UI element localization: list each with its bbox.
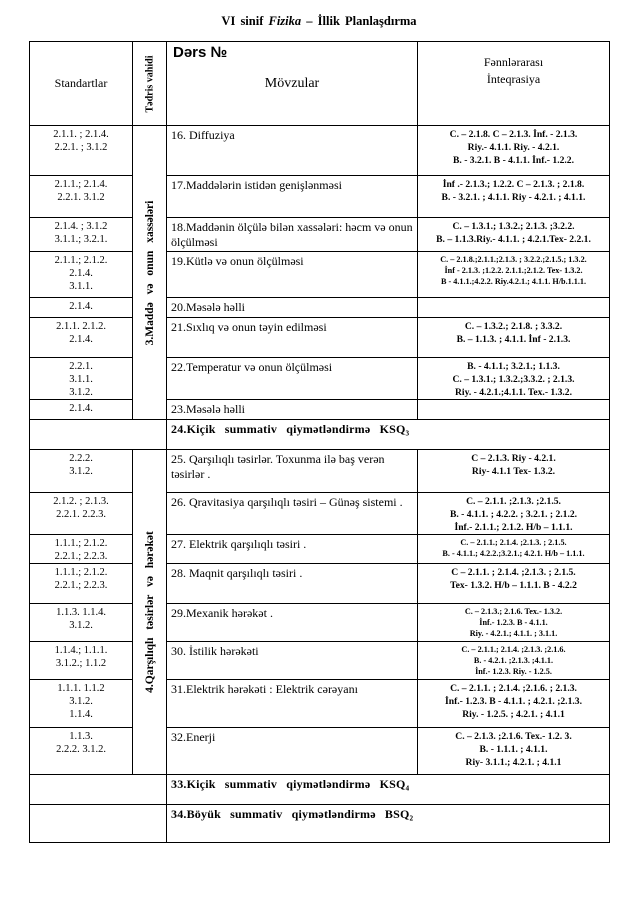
table-row — [30, 450, 610, 493]
integration-cell-line: Tex- 1.3.2. H/b – 1.1.1. B - 4.2.2 — [450, 580, 577, 591]
standards-cell-line: 1.1.4.; 1.1.1. — [54, 645, 108, 656]
lesson-cell-line: 28. Maqnit qarşılıqlı təsiri . — [171, 566, 303, 580]
lesson-cell — [167, 218, 418, 252]
integration-cell — [418, 218, 610, 252]
integration-cell-line: B. - 4.1.1.; 3.2.1.; 1.1.3. — [467, 361, 560, 372]
header-teaching-unit: Tədris vahidi — [133, 42, 167, 126]
header-integration: Fənnlərarası İnteqrasiya — [418, 42, 610, 126]
table-row — [30, 218, 610, 252]
integration-cell-line: C. – 2.1.1. ;2.1.3. ;2.1.5. — [466, 496, 561, 507]
standards-cell-line: 2.1.2. ; 2.1.3. — [53, 496, 109, 507]
lesson-cell-line: 27. Elektrik qarşılıqlı təsiri . — [171, 537, 307, 551]
standards-cell-line: 3.1.2. — [69, 696, 93, 707]
summative-ksq4-row-label: 33.Kiçik summativ qiymətləndirmə KSQ₄ — [167, 775, 610, 805]
integration-cell-line: B. – 1.1.3.Riy.- 4.1.1. ; 4.2.1.Tex- 2.2.1. — [436, 234, 591, 245]
integration-cell-line: C. – 2.1.1. ; 2.1.4. ;2.1.6. ; 2.1.3. — [450, 683, 577, 694]
table-row — [30, 252, 610, 298]
lesson-cell-line: 21.Sıxlıq və onun təyin edilməsi — [171, 320, 327, 334]
lesson-cell — [167, 564, 418, 604]
table-row — [30, 318, 610, 358]
teaching-unit-cell — [133, 450, 167, 775]
lesson-cell-line: 16. Diffuziya — [171, 128, 235, 142]
standards-cell-line: 2.1.4. — [69, 301, 93, 312]
standards-cell-line: 2.1.1. ; 2.1.4. — [53, 129, 109, 140]
lesson-cell-line: 19.Kütlə və onun ölçülməsi — [171, 254, 304, 268]
title-subject: Fizika — [268, 14, 302, 28]
table-row — [30, 298, 610, 318]
annual-plan-table — [29, 41, 610, 843]
header-row — [30, 42, 610, 126]
standards-cell-line: 1.1.4. — [69, 709, 93, 720]
integration-cell-line: B. - 4.1.1.; 4.2.2.;3.2.1.; 4.2.1. H/b – 1.1.1. — [442, 549, 585, 558]
lesson-cell — [167, 450, 418, 493]
table-row — [30, 358, 610, 400]
standards-cell-line: 2.1.4. — [69, 403, 93, 414]
table-row — [30, 680, 610, 728]
standards-cell-line: 3.1.2.; 1.1.2 — [55, 658, 107, 669]
header-topics: Mövzular — [264, 76, 320, 91]
header-lesson — [167, 42, 418, 126]
integration-cell-line: İnf.- 1.2.3. B - 4.1.1. ; 4.2.1. ;2.1.3. — [445, 696, 582, 707]
standards-cell-line: 3.1.1.; 3.2.1. — [54, 234, 108, 245]
lesson-cell-line: 30. İstilik hərəkəti — [171, 644, 259, 658]
standards-cell-line: 2.1.1.; 2.1.2. — [54, 255, 108, 266]
standards-cell — [30, 218, 133, 252]
lesson-cell-line: 23.Məsələ həlli — [171, 402, 245, 416]
lesson-cell — [167, 252, 418, 298]
integration-cell-line: B. - 4.2.1. ;2.1.3. ;4.1.1. — [473, 656, 554, 665]
integration-cell — [418, 318, 610, 358]
standards-cell — [30, 564, 133, 604]
standards-cell-line: 2.1.1. 2.1.2. — [56, 321, 106, 332]
lesson-cell — [167, 680, 418, 728]
summative-ksq3-row-label: 24.Kiçik summativ qiymətləndirmə KSQ₃ — [167, 420, 610, 450]
table-row — [30, 604, 610, 642]
integration-cell-line: B. - 3.2.1. B - 4.1.1. İnf.- 1.2.2. — [453, 155, 574, 166]
standards-cell — [30, 535, 133, 564]
standards-cell-line: 3.1.2. — [69, 620, 93, 631]
integration-cell-line: C. – 1.3.1.; 1.3.2.;3.3.2. ; 2.1.3. — [452, 374, 575, 385]
integration-cell-line: C. – 2.1.1.; 2.1.4. ;2.1.3. ; 2.1.5. — [460, 538, 567, 547]
table-row — [30, 535, 610, 564]
table-row — [30, 400, 610, 420]
lesson-cell — [167, 535, 418, 564]
standards-cell-line: 3.1.2. — [69, 387, 93, 398]
standards-cell-line: 2.2.1. ; 3.1.2 — [54, 142, 108, 153]
integration-cell-line: Riy. - 4.2.1.;4.1.1. Tex.- 1.3.2. — [455, 387, 572, 398]
integration-cell — [418, 358, 610, 400]
table-row — [30, 126, 610, 176]
standards-cell — [30, 400, 133, 420]
integration-cell — [418, 642, 610, 680]
standards-cell-line: 3.1.1. — [69, 374, 93, 385]
table-row — [30, 642, 610, 680]
table-row — [30, 564, 610, 604]
integration-cell-line: C – 2.1.3. Riy - 4.2.1. — [471, 453, 556, 464]
integration-cell — [418, 400, 610, 420]
standards-cell-line: 2.2.1. 3.1.2 — [57, 192, 105, 203]
table-row — [30, 493, 610, 535]
integration-cell-line: C. – 1.3.1.; 1.3.2.; 2.1.3. ;3.2.2. — [452, 221, 575, 232]
standards-cell-line: 3.1.1. — [69, 281, 93, 292]
lesson-cell-line: 25. Qarşılıqlı təsirlər. Toxunma ilə baş verən təsirlər . — [171, 452, 385, 481]
integration-cell-line: İnf .- 2.1.3.; 1.2.2. C – 2.1.3. ; 2.1.8. — [442, 179, 585, 190]
lesson-cell-line: 22.Temperatur və onun ölçülməsi — [171, 360, 333, 374]
integration-cell — [418, 252, 610, 298]
integration-cell-line: C. – 2.1.1.; 2.1.4. ;2.1.3. ;2.1.6. — [461, 645, 566, 654]
header-lesson-no: Dərs № — [173, 44, 228, 61]
integration-cell-line: Riy.- 4.1.1. Riy. - 4.2.1. — [467, 142, 560, 153]
integration-cell — [418, 728, 610, 775]
lesson-cell — [167, 298, 418, 318]
lesson-cell-line: 17.Maddələrin istidən genişlənməsi — [171, 178, 342, 192]
integration-cell-line: C – 2.1.1. ; 2.1.4. ;2.1.3. ; 2.1.5. — [451, 567, 576, 578]
standards-cell-line: 1.1.1. 1.1.2 — [57, 683, 105, 694]
standards-cell-line: 1.1.3. — [69, 731, 93, 742]
standards-cell-line: 2.1.4. — [69, 268, 93, 279]
summary-blank-cell — [30, 420, 167, 450]
standards-cell — [30, 298, 133, 318]
integration-cell — [418, 535, 610, 564]
integration-cell — [418, 680, 610, 728]
lesson-cell-line: 20.Məsələ həlli — [171, 300, 245, 314]
standards-cell — [30, 358, 133, 400]
integration-cell-line: C. – 1.3.2.; 2.1.8. ; 3.3.2. — [464, 321, 563, 332]
integration-cell — [418, 176, 610, 218]
standards-cell-line: 2.2.1. — [69, 361, 93, 372]
lesson-cell — [167, 728, 418, 775]
lesson-cell-line: 26. Qravitasiya qarşılıqlı təsiri – Günəş sistemi . — [171, 495, 403, 509]
integration-cell-line: İnf.- 1.2.3. B - 4.1.1. — [479, 618, 548, 627]
table-row — [30, 176, 610, 218]
standards-cell-line: 2.1.1.; 2.1.4. — [54, 179, 108, 190]
summative-ksq4-row — [30, 775, 610, 805]
teaching-unit-cell — [133, 126, 167, 420]
standards-cell-line: 1.1.1.; 2.1.2. — [54, 567, 108, 578]
standards-cell — [30, 680, 133, 728]
table-row — [30, 728, 610, 775]
lesson-cell — [167, 176, 418, 218]
lesson-cell — [167, 126, 418, 176]
header-standards: Standartlar — [30, 42, 133, 126]
integration-cell — [418, 493, 610, 535]
title-prefix: VI sinif — [221, 14, 264, 28]
standards-cell — [30, 126, 133, 176]
standards-cell-line: 2.2.2. 3.1.2. — [56, 744, 106, 755]
standards-cell-line: 2.2.1. 2.2.3. — [56, 509, 106, 520]
integration-cell — [418, 126, 610, 176]
lesson-cell-line: 29.Mexanik hərəkət . — [171, 606, 273, 620]
integration-cell — [418, 298, 610, 318]
lesson-cell — [167, 400, 418, 420]
standards-cell — [30, 450, 133, 493]
integration-cell-line: Riy- 3.1.1.; 4.2.1. ; 4.1.1 — [465, 757, 562, 768]
lesson-cell-line: 32.Enerji — [171, 730, 216, 744]
summative-ksq3-row — [30, 420, 610, 450]
standards-cell-line: 3.1.2. — [69, 466, 93, 477]
standards-cell-line: 2.1.4. — [69, 334, 93, 345]
teaching-unit-label: 3.Maddə və onun xassələri — [143, 200, 156, 345]
summative-bsq2-row-label: 34.Böyük summativ qiymətləndirmə BSQ₂ — [167, 805, 610, 843]
integration-cell-line: B. - 1.1.1. ; 4.1.1. — [479, 744, 548, 755]
integration-cell-line: İnf.- 1.2.3. Riy. - 1.2.5. — [475, 667, 552, 676]
standards-cell — [30, 252, 133, 298]
integration-cell — [418, 450, 610, 493]
integration-cell-line: Riy- 4.1.1 Tex- 1.3.2. — [471, 466, 556, 477]
standards-cell-line: 2.2.1.; 2.2.3. — [54, 580, 108, 591]
standards-cell-line: 1.1.3. 1.1.4. — [56, 607, 106, 618]
integration-cell-line: C. – 2.1.3. ;2.1.6. Tex.- 1.2. 3. — [455, 731, 572, 742]
integration-cell-line: Riy. - 4.2.1.; 4.1.1. ; 3.1.1. — [469, 629, 558, 638]
standards-cell-line: 2.2.1.; 2.2.3. — [54, 551, 108, 562]
lesson-cell-line: 18.Maddənin ölçülə bilən xassələri: həcm və onun ölçülməsi — [171, 220, 413, 249]
summative-bsq2-row — [30, 805, 610, 843]
lesson-cell — [167, 318, 418, 358]
lesson-cell — [167, 493, 418, 535]
standards-cell — [30, 318, 133, 358]
teaching-unit-label: 4.Qarşılıqlı təsirlər və hərəkət — [143, 531, 156, 693]
integration-cell-line: Riy. - 1.2.5. ; 4.2.1. ; 4.1.1 — [462, 709, 565, 720]
lesson-cell-line: 31.Elektrik hərəkəti : Elektrik cərəyanı — [171, 682, 358, 696]
page-title — [0, 14, 638, 29]
standards-cell — [30, 493, 133, 535]
integration-cell-line: C. – 2.1.8. C – 2.1.3. İnf. - 2.1.3. — [449, 129, 578, 140]
integration-cell-line: B. - 4.1.1. ; 4.2.2. ; 3.2.1. ; 2.1.2. — [449, 509, 578, 520]
standards-cell — [30, 176, 133, 218]
integration-cell-line: C. – 2.1.3.; 2.1.6. Tex.- 1.3.2. — [464, 607, 563, 616]
standards-cell — [30, 642, 133, 680]
integration-cell — [418, 604, 610, 642]
summary-blank-cell — [30, 805, 167, 843]
integration-cell — [418, 564, 610, 604]
standards-cell-line: 2.2.2. — [69, 453, 93, 464]
summary-blank-cell — [30, 775, 167, 805]
title-rest: – İllik Planlaşdırma — [306, 14, 417, 28]
integration-cell-line: C. – 2.1.8.;2.1.1.;2.1.3. ; 3.2.2.;2.1.5.; 1.3.2. — [440, 255, 587, 264]
integration-cell-line: B. - 3.2.1. ; 4.1.1. Riy - 4.2.1. ; 4.1.1. — [441, 192, 586, 203]
integration-cell-line: B - 4.1.1.;4.2.2. Riy.4.2.1.; 4.1.1. H/b.1.1.1. — [440, 277, 587, 286]
standards-cell — [30, 604, 133, 642]
standards-cell-line: 2.1.4. ; 3.1.2 — [54, 221, 108, 232]
integration-cell-line: İnf - 2.1.3. ;1.2.2. 2.1.1.;2.1.2. Tex- 1.3.2. — [444, 266, 583, 275]
lesson-cell — [167, 642, 418, 680]
standards-cell — [30, 728, 133, 775]
lesson-cell — [167, 604, 418, 642]
lesson-cell — [167, 358, 418, 400]
integration-cell-line: B. – 1.1.3. ; 4.1.1. İnf - 2.1.3. — [456, 334, 571, 345]
integration-cell-line: İnf.- 2.1.1.; 2.1.2. H/b – 1.1.1. — [454, 522, 573, 533]
standards-cell-line: 1.1.1.; 2.1.2. — [54, 538, 108, 549]
